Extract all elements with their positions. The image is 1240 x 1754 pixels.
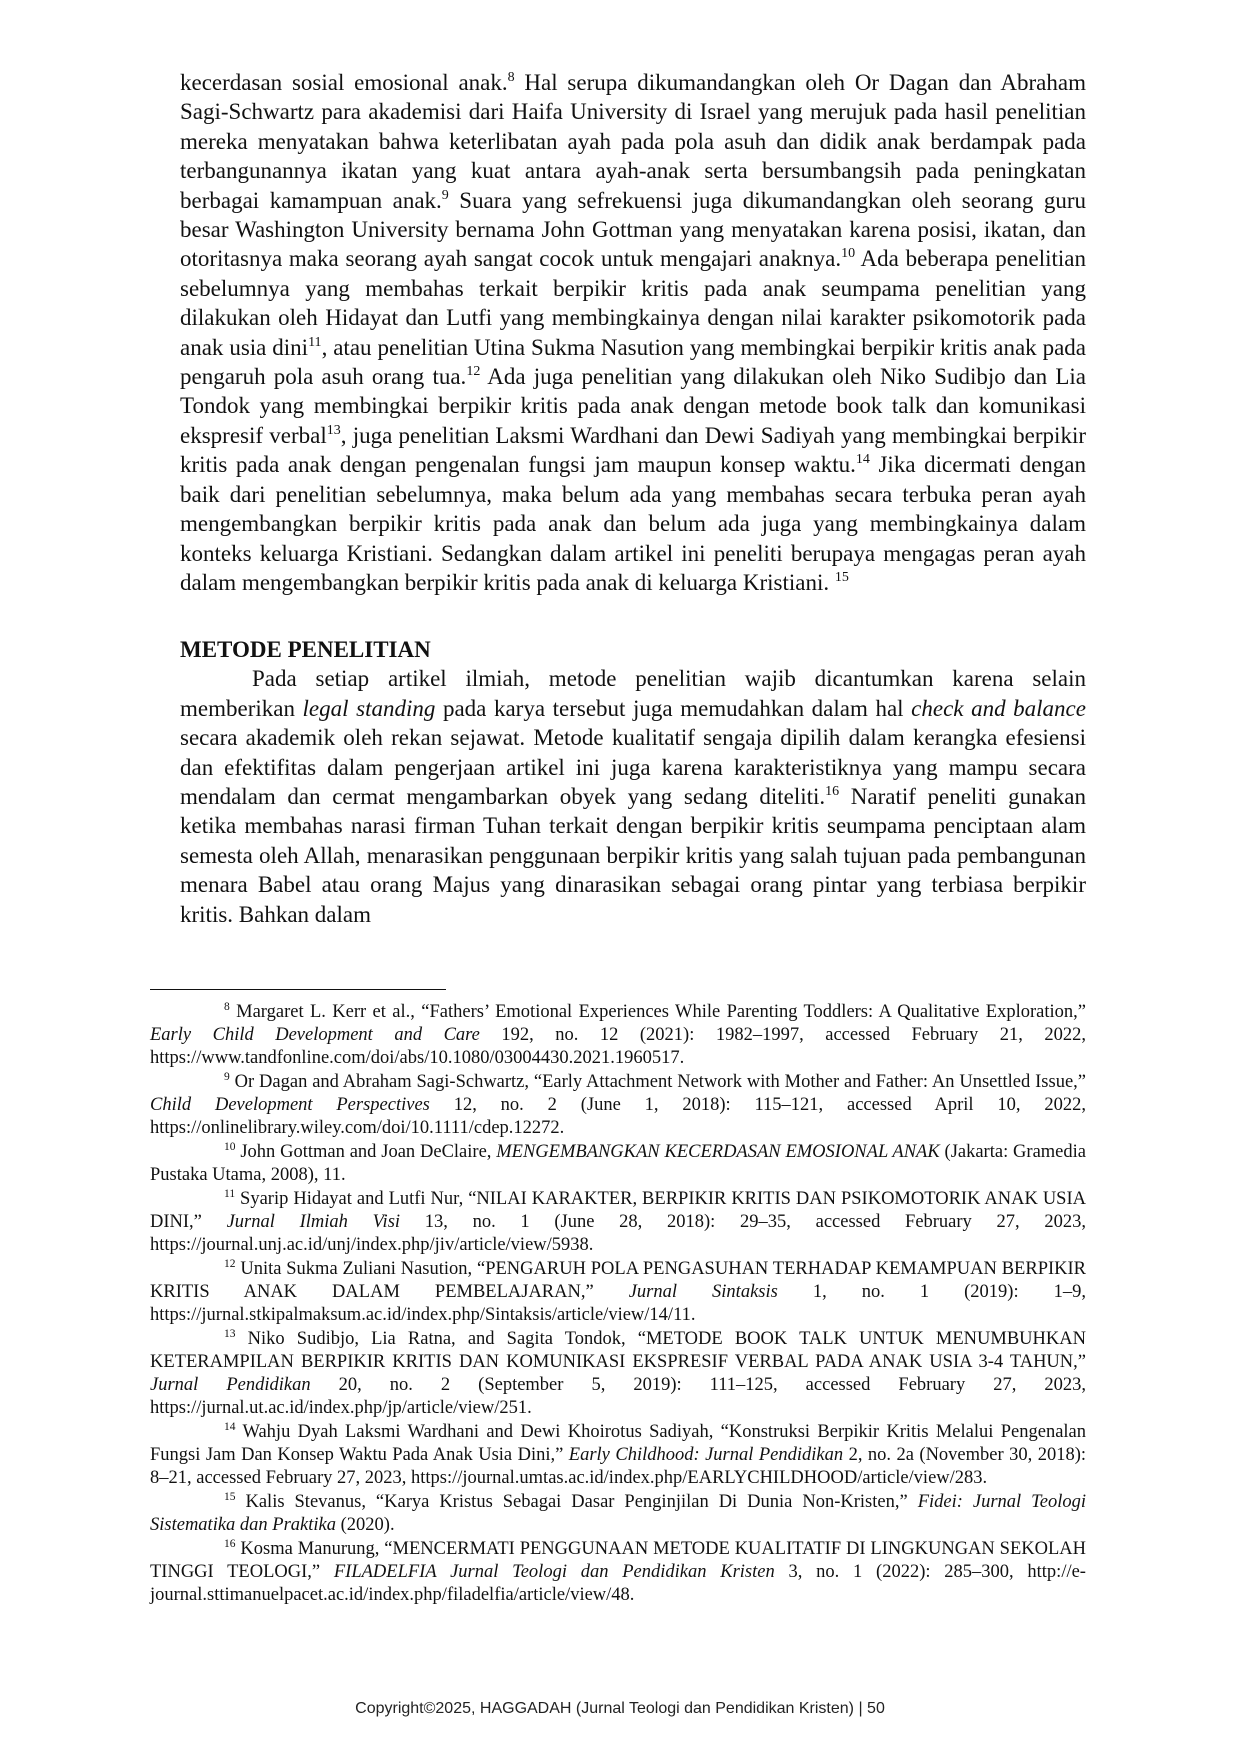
footnote-ref-14[interactable]: 14 bbox=[855, 452, 870, 468]
footnote-ref-9[interactable]: 9 bbox=[441, 187, 449, 203]
footnote-9: $^9$ Or Dagan and Abraham Sagi-Schwartz, “Early Attachment Network with Mother and Father: An Unsettled Issue,” Child Development Perspectives 12, no. 2 (June 1, 2018): 115–121, accessed April 10, 2022, https://onlinelibrary.wiley.com/doi/10.1111/cdep.12272. bbox=[150, 1070, 1086, 1138]
section-heading: METODE PENELITIAN bbox=[180, 637, 431, 663]
footnote-11: $^{11}$ Syarip Hidayat and Lutfi Nur, “NILAI KARAKTER, BERPIKIR KRITIS DAN PSIKOMOTORIK ANAK USIA DINI,” Jurnal Ilmiah Visi 13, no. 1 (June 28, 2018): 29–35, accessed February 27, 2023, https://journal.unj.ac.id/unj/index.php/jiv/article/view/5938. bbox=[150, 1188, 1086, 1255]
main-content bbox=[180, 68, 1086, 929]
footnote-16: $^{16}$ Kosma Manurung, “MENCERMATI PENGGUNAAN METODE KUALITATIF DI LINGKUNGAN SEKOLAH TINGGI TEOLOGI,” FILADELFIA Jurnal Teologi dan Pendidikan Kristen 3, no. 1 (2022): 285–300, http://e-journal.sttimanuelpacet.ac.id/index.php/filadelfia/article/view/48. bbox=[150, 1538, 1086, 1605]
footnote-separator bbox=[150, 989, 446, 990]
footnote-ref-10[interactable]: 10 bbox=[841, 246, 856, 262]
footnotes bbox=[150, 1001, 1086, 1608]
footnote-ref-16[interactable]: 16 bbox=[825, 783, 840, 799]
footnote-ref-13[interactable]: 13 bbox=[326, 422, 341, 438]
footnote-8: $^8$ Margaret L. Kerr et al., “Fathers’ Emotional Experiences While Parenting Toddlers: A Qualitative Exploration,” Early Child Development and Care 192, no. 12 (2021): 1982–1997, accessed February 21, 2022, https://www.tandfonline.com/doi/abs/10.1080/03004430.2021.1960517. bbox=[150, 1001, 1086, 1068]
footnote-10: $^{10}$ John Gottman and Joan DeClaire, MENGEMBANGKAN KECERDASAN EMOSIONAL ANAK (Jakarta: Gramedia Pustaka Utama, 2008), 11. bbox=[150, 1140, 1086, 1185]
paragraph-intro: kecerdasan sosial emosional anak.$^8$ Hal serupa dikumandangkan oleh Or Dagan dan Abraham Sagi-Schwartz para akademisi dari Haifa University di Israel yang merujuk pada hasil penelitian mereka menyatakan bahwa keterlibatan ayah pada pola asuh dan didik anak berdampak pada terbangunannya ikatan yang kuat antara ayah-anak serta bersumbangsih pada peningkatan berbagai kamampuan anak.$^9$ Suara yang sefrekuensi juga dikumandangkan oleh seorang guru besar Washington University bernama John Gottman yang menyatakan karena posisi, ikatan, dan otoritasnya maka seorang ayah sangat cocok untuk mengajari anaknya.$^{10}$ Ada beberapa penelitian sebelumnya yang membahas terkait berpikir kritis pada anak seumpama penelitian yang dilakukan oleh Hidayat dan Lutfi yang membingkainya dengan nilai karakter psikomotorik pada anak usia dini$^{11}$, atau penelitian Utina Sukma Nasution yang membingkai berpikir kritis anak pada pengaruh pola asuh orang tua.$^{12}$ Ada juga penelitian yang dilakukan oleh Niko Sudibjo dan Lia Tondok yang membingkai berpikir kritis pada anak dengan metode book talk dan komunikasi ekspresif verbal$^{13}$, juga penelitian Laksmi Wardhani dan Dewi Sadiyah yang membingkai berpikir kritis pada anak dengan pengenalan fungsi jam maupun konsep waktu.$^{14}$ Jika dicermati dengan baik dari penelitian sebelumnya, maka belum ada yang membahas secara terbuka peran ayah mengembangkan berpikir kritis pada anak dan belum ada juga yang membingkainya dalam konteks keluarga Kristiani. Sedangkan dalam artikel ini peneliti berupaya mengagas peran ayah dalam mengembangkan berpikir kritis pada anak di keluarga Kristiani. $^{15}$ bbox=[180, 70, 1086, 595]
footnote-13: $^{13}$ Niko Sudibjo, Lia Ratna, and Sagita Tondok, “METODE BOOK TALK UNTUK MENUMBUHKAN KETERAMPILAN BERPIKIR KRITIS DAN KOMUNIKASI EKSPRESIF VERBAL PADA ANAK USIA 3-4 TAHUN,” Jurnal Pendidikan 20, no. 2 (September 5, 2019): 111–125, accessed February 27, 2023, https://jurnal.ut.ac.id/index.php/jp/article/view/251. bbox=[150, 1328, 1086, 1418]
footnote-ref-12[interactable]: 12 bbox=[466, 364, 481, 380]
paragraph-method: Pada setiap artikel ilmiah, metode penelitian wajib dicantumkan karena selain memberikan legal standing pada karya tersebut juga memudahkan dalam hal check and balance secara akademik oleh rekan sejawat. Metode kualitatif sengaja dipilih dalam kerangka efesiensi dan efektifitas dalam pengerjaan artikel ini juga karena karakteristiknya yang mampu secara mendalam dan cermat mengambarkan obyek yang sedang diteliti.$^{16}$ Naratif peneliti gunakan ketika membahas narasi firman Tuhan terkait dengan berpikir kritis seumpama penciptaan alam semesta oleh Allah, menarasikan penggunaan berpikir kritis yang salah tujuan pada pembangunan menara Babel atau orang Majus yang dinarasikan sebagai orang pintar yang terbiasa berpikir kritis. Bahkan dalam bbox=[180, 666, 1086, 927]
footnote-ref-11[interactable]: 11 bbox=[308, 334, 322, 350]
footnote-12: $^{12}$ Unita Sukma Zuliani Nasution, “PENGARUH POLA PENGASUHAN TERHADAP KEMAMPUAN BERPIKIR KRITIS ANAK DALAM PEMBELAJARAN,” Jurnal Sintaksis 1, no. 1 (2019): 1–9, https://jurnal.stkipalmaksum.ac.id/index.php/Sintaksis/article/view/14/11. bbox=[150, 1258, 1086, 1325]
page-footer: Copyright©2025, HAGGADAH (Jurnal Teologi dan Pendidikan Kristen) | 50 bbox=[355, 1700, 885, 1717]
footnote-14: $^{14}$ Wahju Dyah Laksmi Wardhani and Dewi Khoirotus Sadiyah, “Konstruksi Berpikir Kritis Melalui Pengenalan Fungsi Jam Dan Konsep Waktu Pada Anak Usia Dini,” Early Childhood: Jurnal Pendidikan 2, no. 2a (November 30, 2018): 8–21, accessed February 27, 2023, https://journal.umtas.ac.id/index.php/EARLYCHILDHOOD/article/view/283. bbox=[150, 1420, 1086, 1488]
footnote-ref-8[interactable]: 8 bbox=[507, 70, 515, 85]
footnote-ref-15[interactable]: 15 bbox=[834, 569, 849, 585]
footnote-15: $^{15}$ Kalis Stevanus, “Karya Kristus Sebagai Dasar Penginjilan Di Dunia Non-Kristen,” Fidei: Jurnal Teologi Sistematika dan Praktika (2020). bbox=[150, 1490, 1086, 1535]
